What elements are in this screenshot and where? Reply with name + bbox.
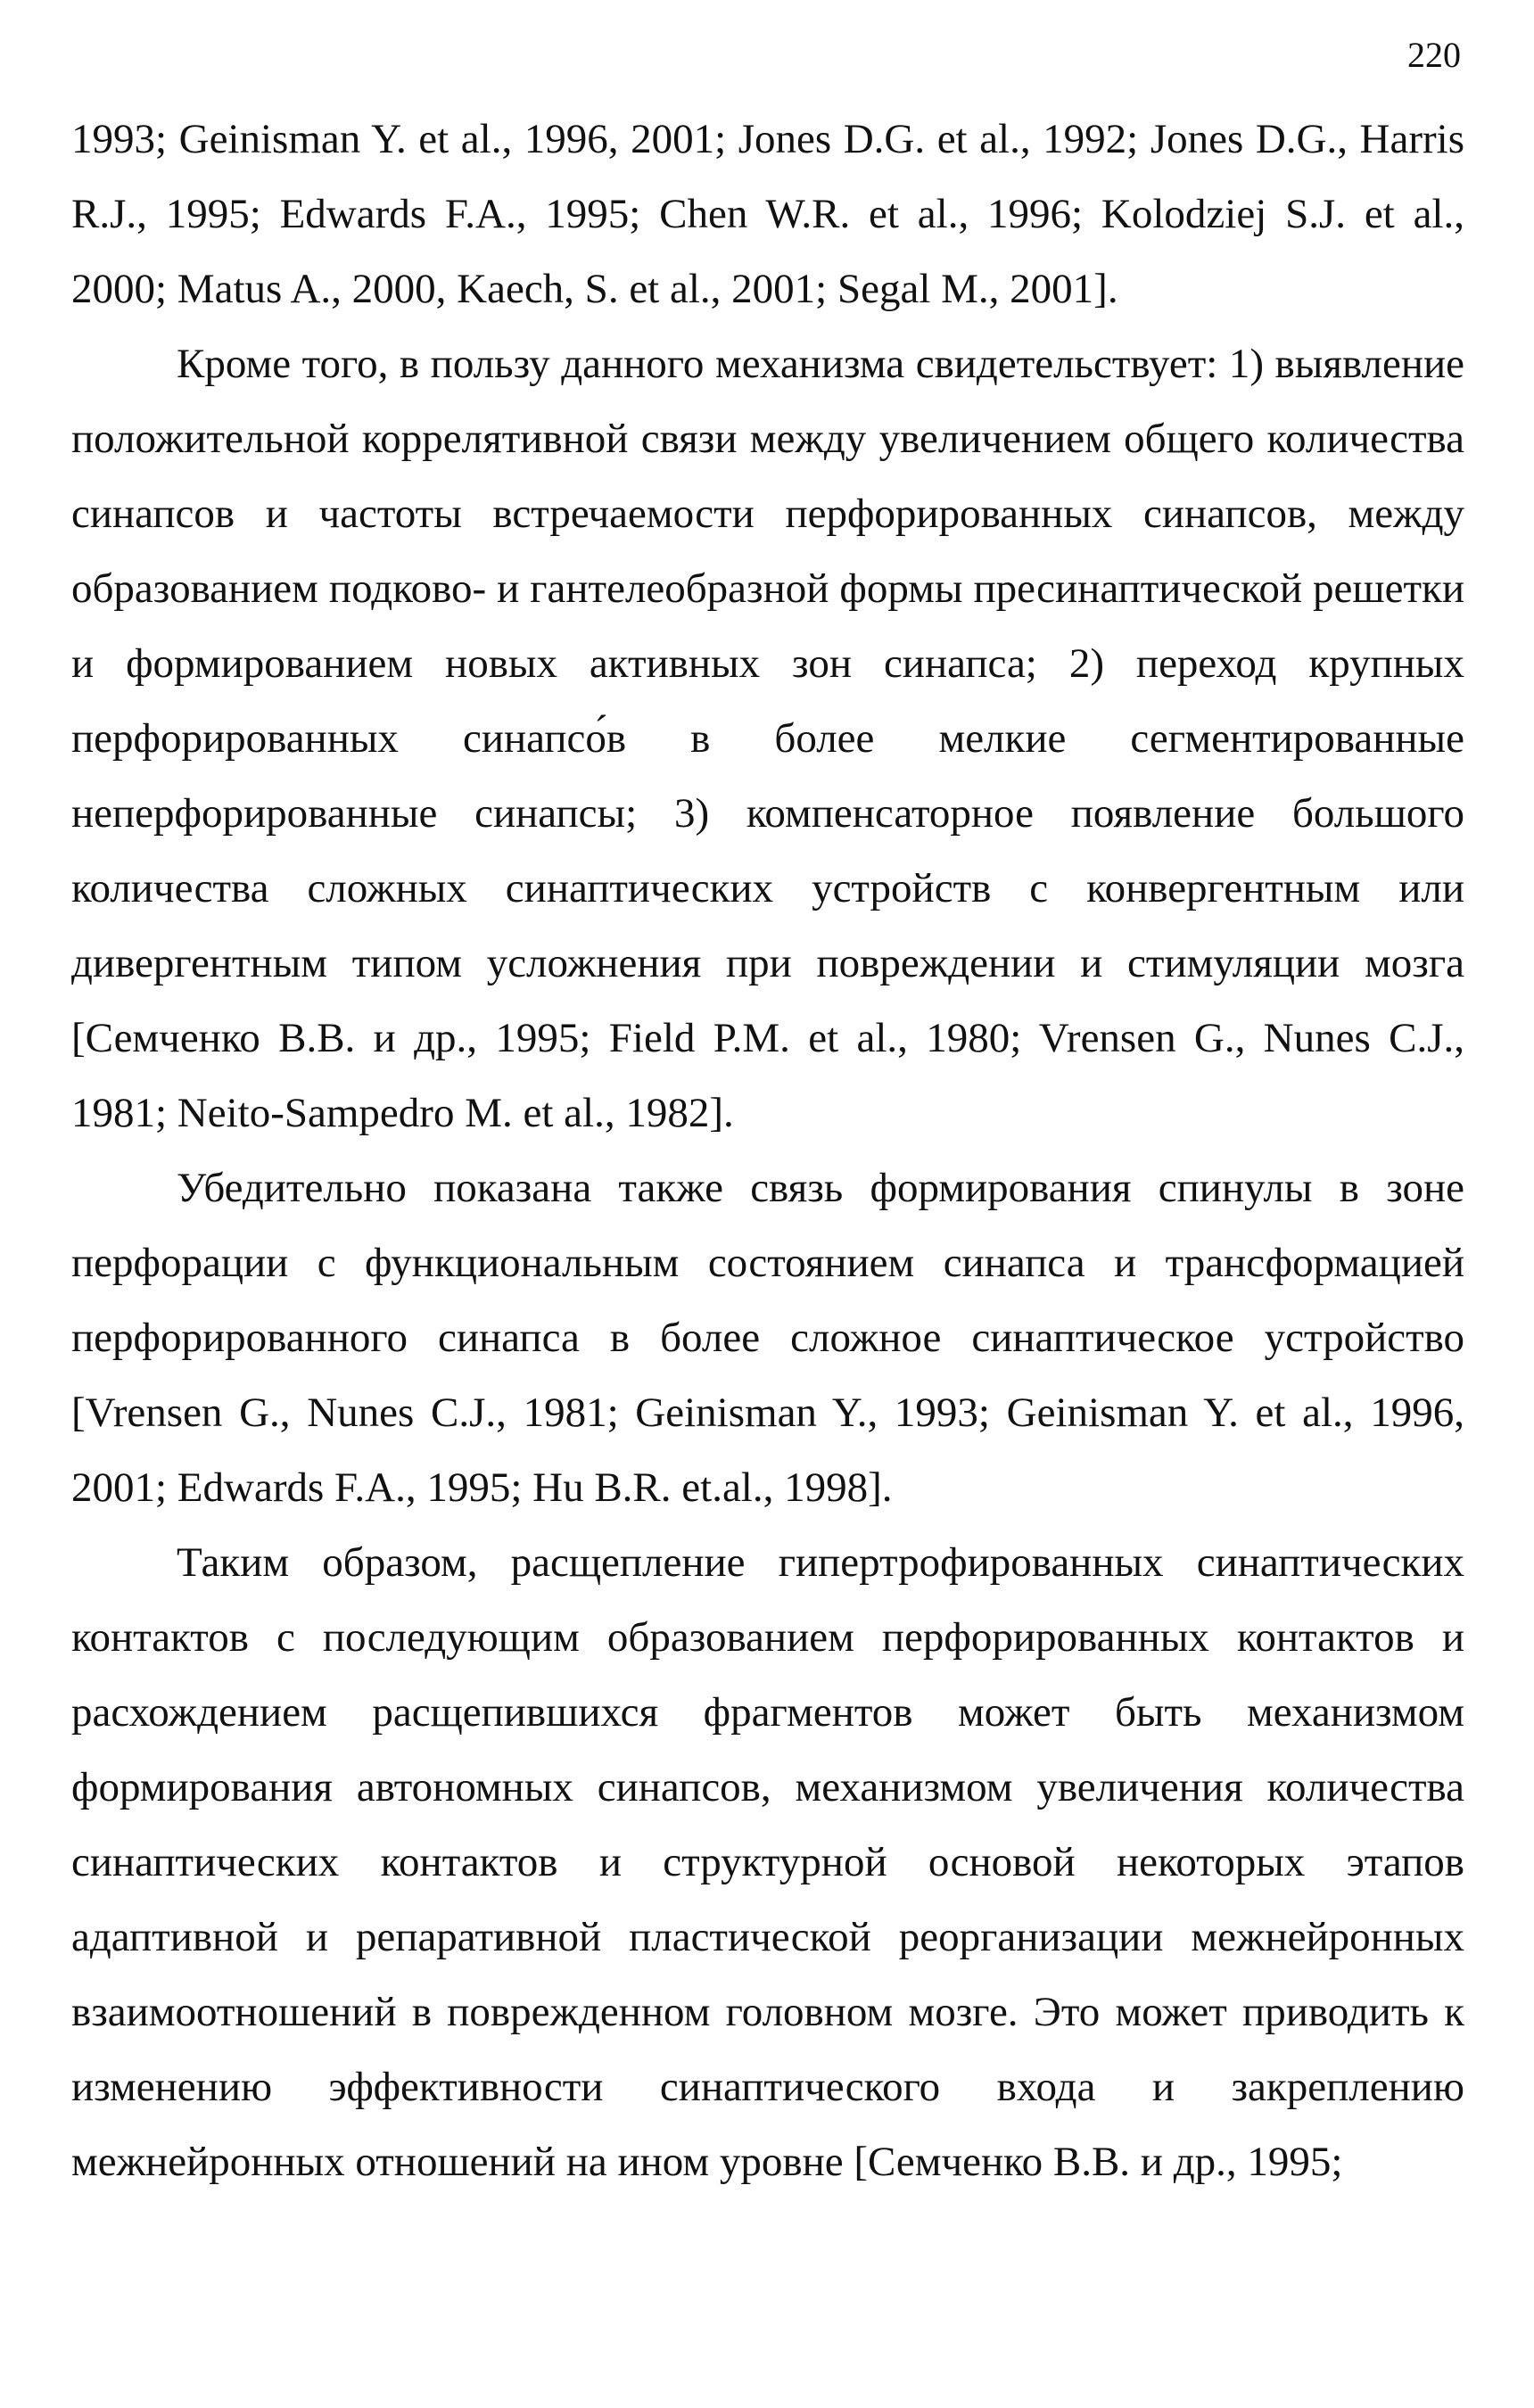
paragraph-spinule-formation: Убедительно показана также связь формирования спинулы в зоне перфорации с функциональным состоянием синапса и трансформацией перфорированного синапса в более сложное синаптическое устройство [Vrensen G., Nunes C.J., 1981; Geinisman Y., 1993; Geinisman Y. et al., 1996, 2001; Edwards F.A., 1995; Hu B.R. et.al., 1998]. <box>71 1165 1464 1511</box>
page-number: 220 <box>1407 35 1461 75</box>
body-text <box>71 102 1464 2199</box>
paragraph-references-continued: 1993; Geinisman Y. et al., 1996, 2001; Jones D.G. et al., 1992; Jones D.G., Harris R.J., 1995; Edwards F.A., 1995; Chen W.R. et al., 1996; Kolodziej S.J. et al., 2000; Matus A., 2000, Kaech, S. et al., 2001; Segal M., 2001]. <box>71 116 1464 312</box>
paragraph-mechanism-evidence: Кроме того, в пользу данного механизма свидетельствует: 1) выявление положительной коррелятивной связи между увеличением общего количества синапсов и частоты встречаемости перфорированных синапсов, между образованием подково- и гантелеобразной формы пресинаптической решетки и формированием новых активных зон синапса; 2) переход крупных перфорированных синапсо́в в более мелкие сегментированные неперфорированные синапсы; 3) компенсаторное появление большого количества сложных синаптических устройств с конвергентным или дивергентным типом усложнения при повреждении и стимуляции мозга [Семченко В.В. и др., 1995; Field P.M. et al., 1980; Vrensen G., Nunes C.J., 1981; Neito-Sampedro M. et al., 1982]. <box>71 341 1464 1136</box>
paragraph-conclusion: Таким образом, расщепление гипертрофированных синаптических контактов с последующим образованием перфорированных контактов и расхождением расщепившихся фрагментов может быть механизмом формирования автономных синапсов, механизмом увеличения количества синаптических контактов и структурной основой некоторых этапов адаптивной и репаративной пластической реорганизации межнейронных взаимоотношений в поврежденном головном мозге. Это может приводить к изменению эффективности синаптического входа и закреплению межнейронных отношений на ином уровне [Семченко В.В. и др., 1995; <box>71 1539 1464 2185</box>
